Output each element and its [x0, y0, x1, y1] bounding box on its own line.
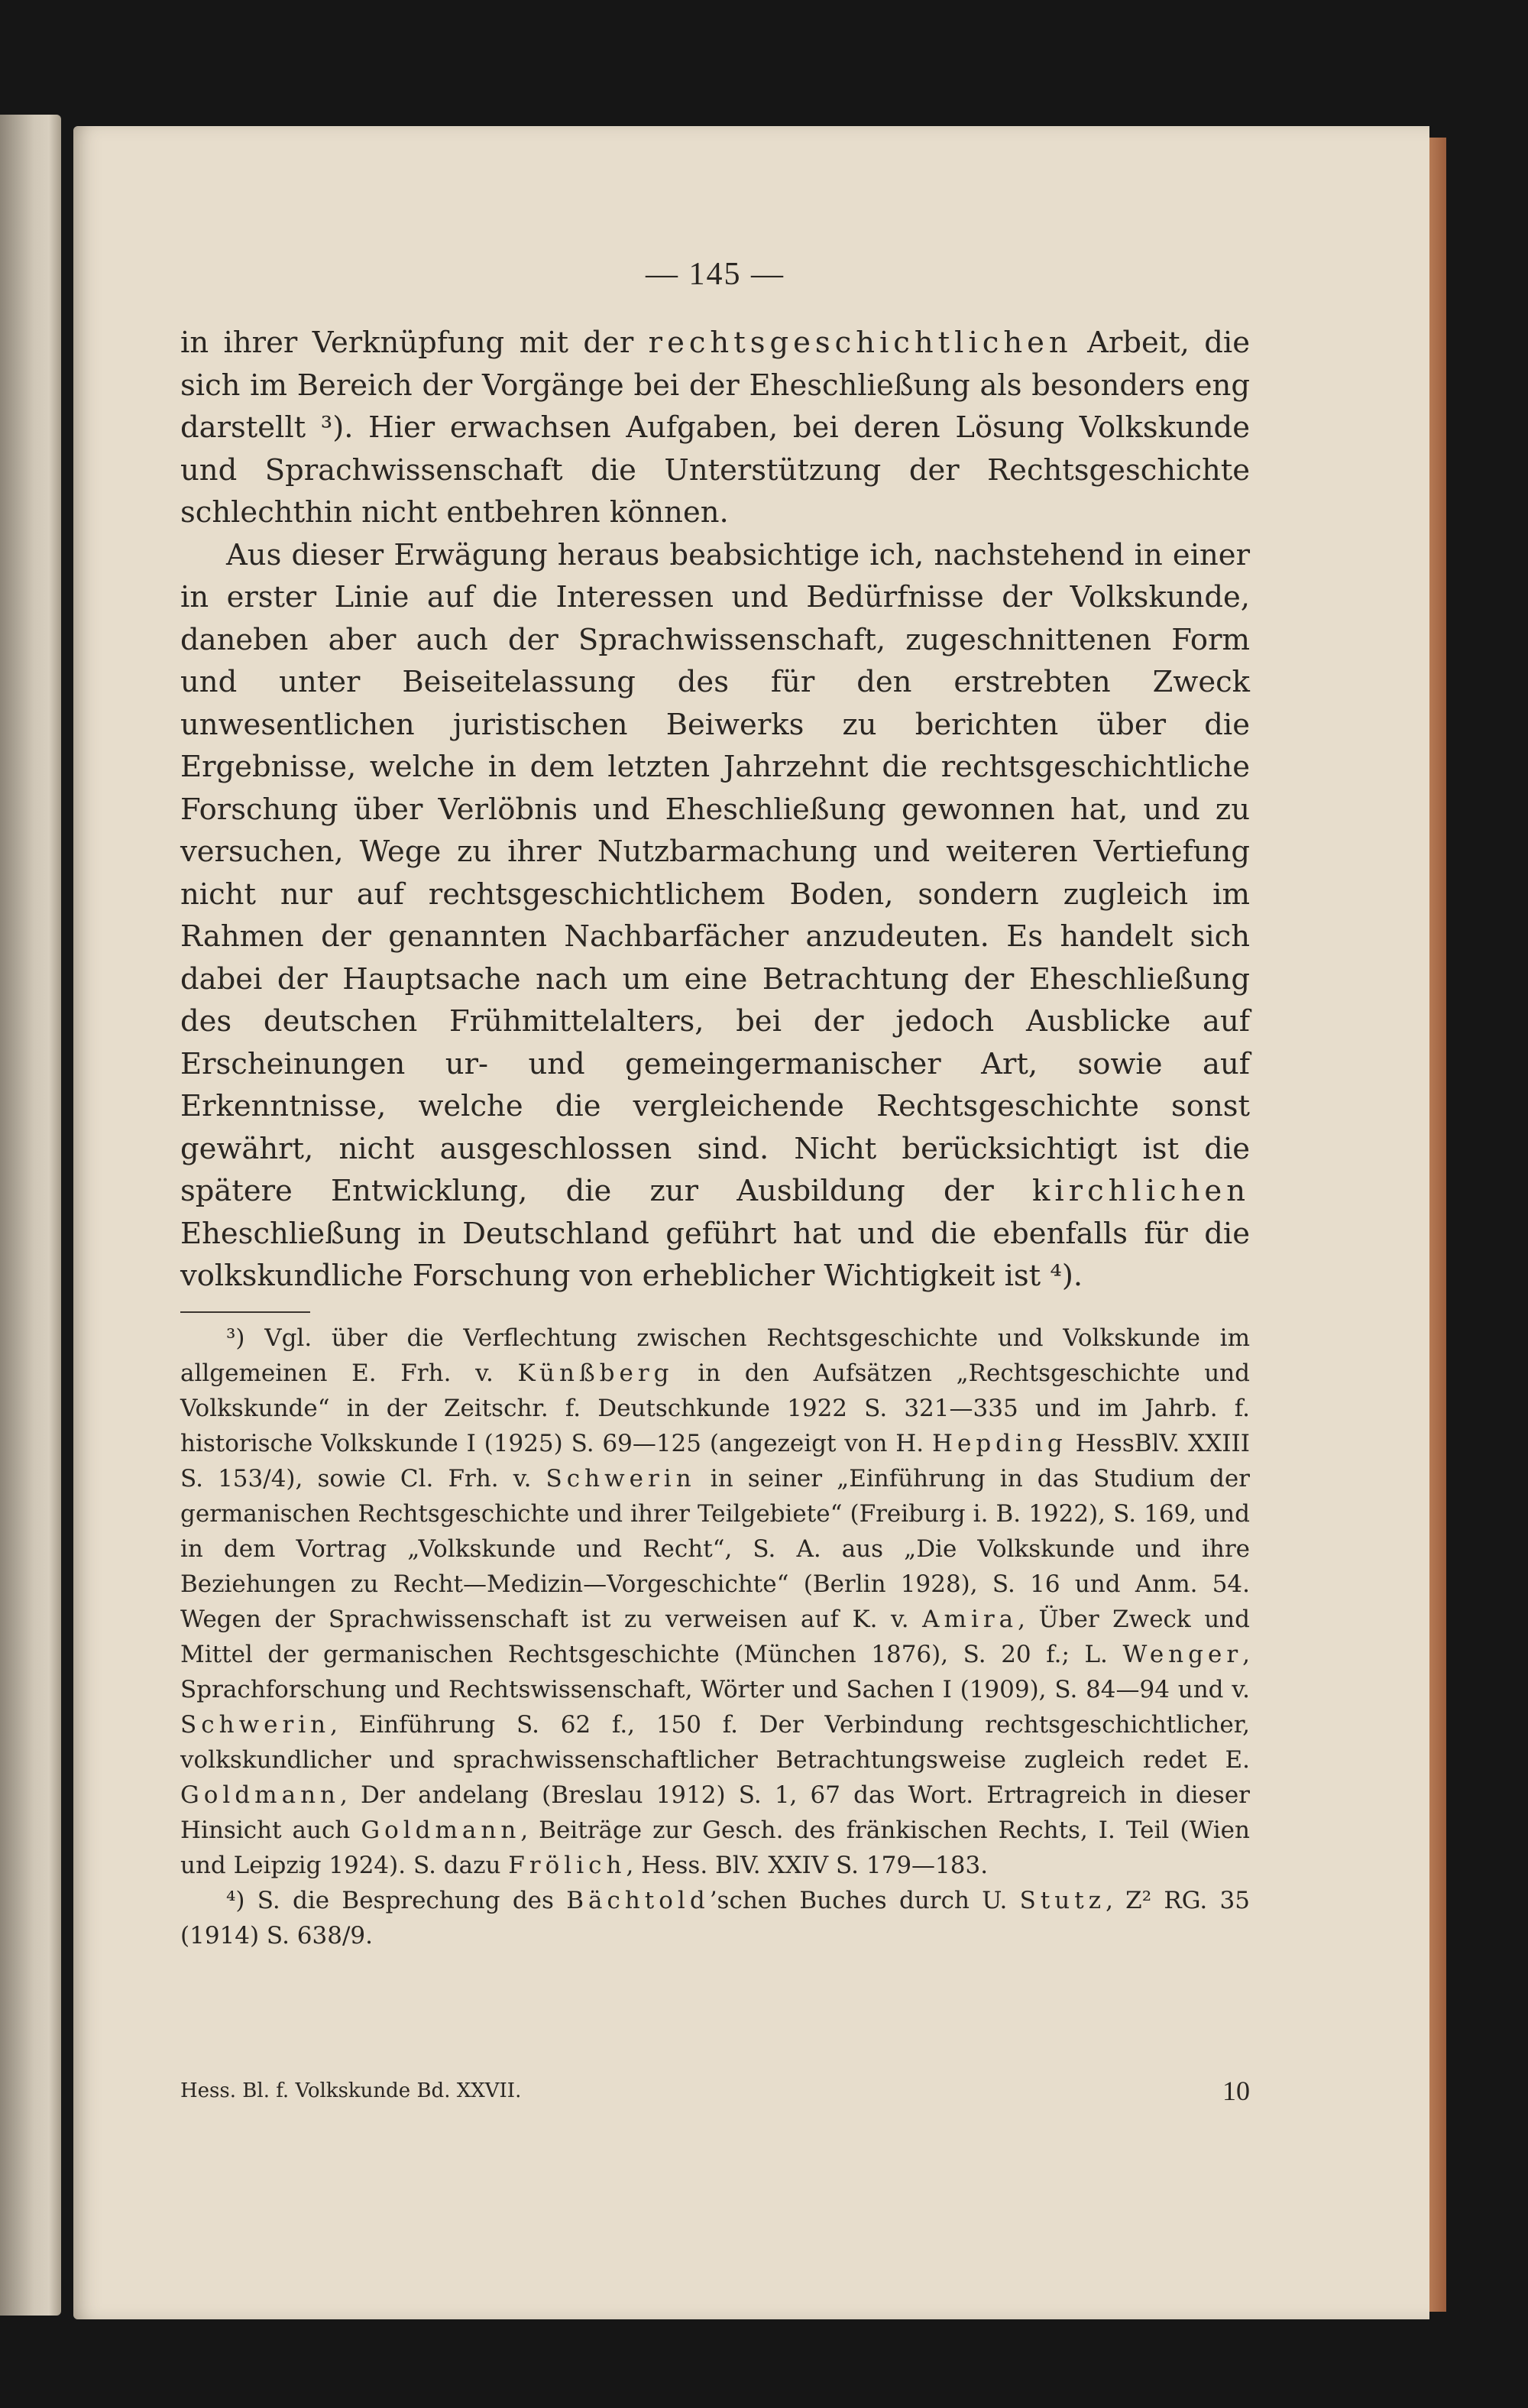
footnote-4: [180, 1883, 1250, 1953]
footnote-rule: [180, 1311, 310, 1313]
spaced-emphasis: Künßberg: [517, 1359, 674, 1387]
note-segment: ³) Vgl. über die Verflechtung zwischen Rechtsgeschichte und Volkskunde im allgemeinen E. Frh. v.: [180, 1324, 1250, 1387]
paragraph: [180, 322, 1250, 534]
text-segment: Aus dieser Erwägung heraus beabsichtige ich, nachstehend in einer in erster Linie auf die Interessen und Bedürfnisse der Volkskunde, daneben aber auch der Sprachwissenschaft, zugeschnittenen Form und unter Beiseitelassung des für den erstrebten Zweck unwesentlichen juristischen Beiwerks zu berichten über die Ergebnisse, welche in dem letzten Jahrzehnt die rechtsgeschichtliche Forschung über Verlöbnis und Eheschließung gewonnen hat, und zu versuchen, Wege zu ihrer Nutzbarmachung und weiteren Vertiefung nicht nur auf rechtsgeschichtlichem Boden, sondern zugleich im Rahmen der genannten Nachbarfächer anzudeuten. Es handelt sich dabei der Hauptsache nach um eine Betrachtung der Eheschließung des deutschen Frühmittelalters, bei der jedoch Ausblicke auf Erscheinungen ur- und gemeingermanischer Art, sowie auf Erkenntnisse, welche die vergleichende Rechtsgeschichte sonst gewährt, nicht ausgeschlossen sind. Nicht berücksichtigt ist die spätere Entwicklung, die zur Ausbildung der: [180, 537, 1250, 1208]
spaced-emphasis: Wenger: [1122, 1640, 1243, 1668]
note-segment: , Über Zweck und Mittel der germanischen Rechtsgeschichte (München 1876), S. 20 f.; L.: [180, 1605, 1250, 1668]
text-segment: Eheschließung in Deutschland geführt hat und die ebenfalls für die volkskundliche Forschung von erheblicher Wichtigkeit ist ⁴).: [180, 1216, 1250, 1293]
spaced-emphasis: Schwerin: [180, 1710, 331, 1739]
note-segment: , Der andelang (Breslau 1912) S. 1, 67 das Wort. Ertragreich in dieser Hinsicht auch: [180, 1781, 1250, 1844]
spaced-emphasis: Frölich: [508, 1851, 626, 1879]
spaced-emphasis: Stutz: [1019, 1886, 1106, 1914]
spaced-emphasis: Hepding: [931, 1429, 1067, 1457]
text-segment: in ihrer Verknüpfung mit der: [180, 326, 649, 360]
spaced-emphasis: kirchlichen: [1032, 1174, 1250, 1208]
sheet-signature: 10: [1222, 2076, 1250, 2106]
note-segment: , Einführung S. 62 f., 150 f. Der Verbindung rechtsgeschichtlicher, volkskundlicher und sprachwissenschaftlicher Betrachtungsweise zugleich redet E.: [180, 1710, 1250, 1774]
facing-page-edge: [0, 115, 61, 2316]
note-segment: , Beiträge zur Gesch. des fränkischen Rechts, I. Teil (Wien und Leipzig 1924). S. dazu: [180, 1816, 1250, 1879]
note-segment: ⁴) S. die Besprechung des: [226, 1886, 567, 1914]
text-segment: Arbeit, die sich im Bereich der Vorgänge bei der Eheschließung als besonders eng darstellt ³). Hier erwachsen Aufgaben, bei deren Lösung Volkskunde und Sprachwissenschaft die Unterstützung der Rechtsgeschichte schlechthin nicht entbehren können.: [180, 326, 1250, 530]
note-segment: , Sprachforschung und Rechtswissenschaft, Wörter und Sachen I (1909), S. 84—94 und v.: [180, 1640, 1250, 1703]
book-cover-edge: [1429, 138, 1446, 2312]
journal-signature: Hess. Bl. f. Volkskunde Bd. XXVII.: [180, 2079, 522, 2102]
spaced-emphasis: rechtsgeschichtlichen: [648, 326, 1073, 360]
note-segment: , Z² RG. 35 (1914) S. 638/9.: [180, 1886, 1250, 1949]
note-segment: HessBlV. XXIII S. 153/4), sowie Cl. Frh. v.: [180, 1429, 1250, 1492]
paragraph: [180, 534, 1250, 1298]
book-page: [73, 126, 1429, 2319]
spaced-emphasis: Goldmann: [361, 1816, 521, 1844]
spaced-emphasis: Bächtold: [566, 1886, 710, 1914]
text-block: [180, 256, 1250, 1953]
spaced-emphasis: Amira: [922, 1605, 1018, 1633]
footnotes: [180, 1321, 1250, 1953]
body-text: [180, 322, 1250, 1298]
note-segment: , Hess. BlV. XXIV S. 179—183.: [626, 1851, 989, 1879]
page-footer: [180, 2076, 1250, 2106]
spaced-emphasis: Goldmann: [180, 1781, 340, 1809]
note-segment: in seiner „Einführung in das Studium der germanischen Rechtsgeschichte und ihrer Teilgebiete“ (Freiburg i. B. 1922), S. 169, und in dem Vortrag „Volkskunde und Recht“, S. A. aus „Die Volkskunde und ihre Beziehungen zu Recht—Medizin—Vorgeschichte“ (Berlin 1928), S. 16 und Anm. 54. Wegen der Sprachwissenschaft ist zu verweisen auf K. v.: [180, 1464, 1250, 1633]
footnote-3: [180, 1321, 1250, 1883]
note-segment: ’schen Buches durch U.: [709, 1886, 1020, 1914]
page-number: — 145 —: [646, 257, 785, 292]
note-segment: in den Aufsätzen „Rechtsgeschichte und Volkskunde“ in der Zeitschr. f. Deutschkunde 1922 S. 321—335 und im Jahrb. f. historische Volkskunde I (1925) S. 69—125 (angezeigt von H.: [180, 1359, 1251, 1457]
spaced-emphasis: Schwerin: [545, 1464, 696, 1492]
